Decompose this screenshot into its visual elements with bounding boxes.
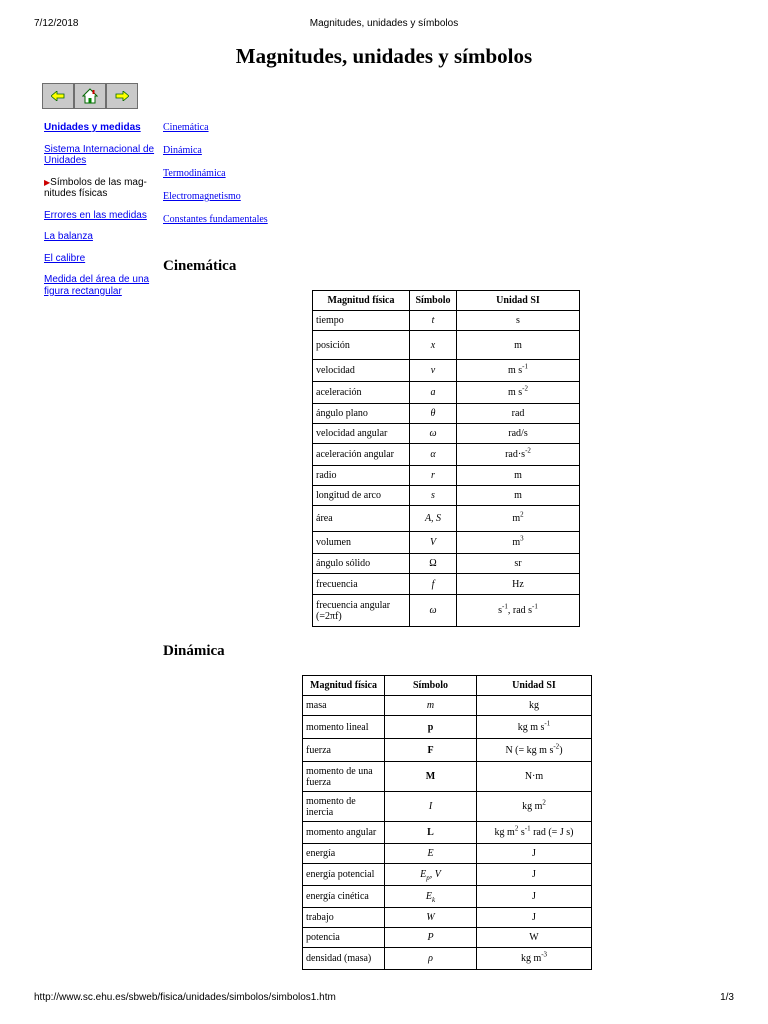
table-row <box>303 696 592 716</box>
symbol-cell: ρ <box>385 948 477 970</box>
symbol-cell: v <box>410 360 457 382</box>
unit-cell: rad <box>457 404 580 424</box>
table-row <box>313 506 580 532</box>
unit-cell: kg $m^2$ $s^{-1}$ rad (= J s) <box>477 822 592 844</box>
symbol-cell: M <box>385 762 477 792</box>
table-row <box>313 532 580 554</box>
table-header-row <box>313 291 580 311</box>
symbol-cell: ω <box>410 424 457 444</box>
toc-link-electromagnetismo[interactable]: Electromagnetismo <box>163 191 241 202</box>
unit-cell: Hz <box>457 574 580 595</box>
table-row <box>313 311 580 331</box>
sidebar-item-simbolos <box>44 177 156 200</box>
unit-cell: $rad\cdot s^{-2}$ <box>457 444 580 466</box>
navigation-buttons <box>42 83 138 109</box>
symbol-cell: f <box>410 574 457 595</box>
sidebar-item-errores[interactable]: Errores en las medidas <box>44 209 147 221</box>
magnitude-cell: volumen <box>313 532 410 554</box>
symbol-cell: t <box>410 311 457 331</box>
symbol-cell: A, S <box>410 506 457 532</box>
magnitude-cell: energía <box>303 844 385 864</box>
table-of-contents <box>163 122 268 237</box>
unit-cell: kg $m^2$ <box>477 792 592 822</box>
magnitude-cell: energía cinética <box>303 886 385 908</box>
unit-cell: J <box>477 908 592 928</box>
forward-arrow-icon <box>115 91 129 101</box>
magnitude-cell: frecuencia <box>313 574 410 595</box>
unit-cell: kg $m^{-3}$ <box>477 948 592 970</box>
table-row <box>303 908 592 928</box>
unit-cell: N·m <box>477 762 592 792</box>
column-header: Unidad SI <box>477 676 592 696</box>
unit-cell: m $s^{-2}$ <box>457 382 580 404</box>
toc-link-constantes[interactable]: Constantes fundamentales <box>163 214 268 225</box>
unit-cell: rad/s <box>457 424 580 444</box>
magnitude-cell: masa <box>303 696 385 716</box>
unit-cell: kg m $s^{-1}$ <box>477 716 592 739</box>
symbol-cell: s <box>410 486 457 506</box>
sidebar-item-sistema-internacional[interactable]: Sistema Internacional de Unidades <box>44 143 155 166</box>
home-button[interactable] <box>74 83 106 109</box>
unit-cell: kg <box>477 696 592 716</box>
magnitude-cell: posición <box>313 331 410 360</box>
table-row <box>313 331 580 360</box>
symbol-cell: a <box>410 382 457 404</box>
unit-cell: m <box>457 486 580 506</box>
symbol-cell: r <box>410 466 457 486</box>
unit-cell: m <box>457 466 580 486</box>
magnitude-cell: radio <box>313 466 410 486</box>
symbol-cell: m <box>385 696 477 716</box>
table-row <box>313 466 580 486</box>
magnitude-cell: energía potencial <box>303 864 385 886</box>
current-page-arrow-icon: ▶ <box>44 177 51 187</box>
unit-cell: $m^2$ <box>457 506 580 532</box>
dinamica-table <box>302 675 592 970</box>
table-header-row <box>303 676 592 696</box>
symbol-cell: F <box>385 739 477 762</box>
unit-cell: J <box>477 844 592 864</box>
magnitude-cell: tiempo <box>313 311 410 331</box>
unit-cell: W <box>477 928 592 948</box>
symbol-cell: E <box>385 844 477 864</box>
print-page-number: 1/3 <box>720 992 734 1003</box>
unit-cell: s <box>457 311 580 331</box>
column-header: Magnitud física <box>313 291 410 311</box>
unit-cell: m $s^{-1}$ <box>457 360 580 382</box>
symbol-cell: $E_k$ <box>385 886 477 908</box>
forward-button[interactable] <box>106 83 138 109</box>
magnitude-cell: ángulo plano <box>313 404 410 424</box>
table-row <box>313 444 580 466</box>
column-header: Unidad SI <box>457 291 580 311</box>
toc-link-termodinamica[interactable]: Termodinámica <box>163 168 226 179</box>
back-button[interactable] <box>42 83 74 109</box>
sidebar-item-label: Símbolos de las mag- nitudes físicas <box>44 176 147 199</box>
home-icon <box>82 88 98 104</box>
column-header: Magnitud física <box>303 676 385 696</box>
magnitude-cell: aceleración <box>313 382 410 404</box>
magnitude-cell: potencia <box>303 928 385 948</box>
unit-cell: sr <box>457 554 580 574</box>
magnitude-cell: fuerza <box>303 739 385 762</box>
toc-link-dinamica[interactable]: Dinámica <box>163 145 202 156</box>
symbol-cell: P <box>385 928 477 948</box>
sidebar-item-balanza[interactable]: La balanza <box>44 231 93 242</box>
table-row <box>303 948 592 970</box>
table-row <box>303 864 592 886</box>
table-row <box>303 716 592 739</box>
symbol-cell: Ω <box>410 554 457 574</box>
symbol-cell: p <box>385 716 477 739</box>
symbol-cell: L <box>385 822 477 844</box>
magnitude-cell: momento de una fuerza <box>303 762 385 792</box>
symbol-cell: I <box>385 792 477 822</box>
sidebar-item-unidades-y-medidas[interactable]: Unidades y medidas <box>44 122 141 133</box>
magnitude-cell: momento angular <box>303 822 385 844</box>
symbol-cell: α <box>410 444 457 466</box>
table-row <box>313 382 580 404</box>
back-arrow-icon <box>51 91 65 101</box>
column-header: Símbolo <box>410 291 457 311</box>
symbol-cell: x <box>410 331 457 360</box>
magnitude-cell: longitud de arco <box>313 486 410 506</box>
magnitude-cell: densidad (masa) <box>303 948 385 970</box>
table-row <box>303 928 592 948</box>
table-row <box>313 424 580 444</box>
magnitude-cell: área <box>313 506 410 532</box>
table-row <box>313 574 580 595</box>
cinematica-table <box>312 290 580 627</box>
magnitude-cell: frecuencia angular (=2πf) <box>313 595 410 627</box>
symbol-cell: θ <box>410 404 457 424</box>
symbol-cell: W <box>385 908 477 928</box>
section-heading-dinamica: Dinámica <box>163 643 225 659</box>
table-row <box>303 822 592 844</box>
table-row <box>313 486 580 506</box>
print-url: http://www.sc.ehu.es/sbweb/fisica/unidades/simbolos/simbolos1.htm <box>34 992 336 1003</box>
table-row <box>303 886 592 908</box>
column-header: Símbolo <box>385 676 477 696</box>
symbol-cell: V <box>410 532 457 554</box>
magnitude-cell: velocidad <box>313 360 410 382</box>
magnitude-cell: momento de inercia <box>303 792 385 822</box>
unit-cell: m <box>457 331 580 360</box>
unit-cell: $m^3$ <box>457 532 580 554</box>
page-title: Magnitudes, unidades y símbolos <box>235 44 533 68</box>
section-heading-cinematica: Cinemática <box>163 258 237 274</box>
unit-cell: J <box>477 886 592 908</box>
sidebar-item-calibre[interactable]: El calibre <box>44 252 86 264</box>
print-footer <box>34 992 734 1006</box>
magnitude-cell: trabajo <box>303 908 385 928</box>
sidebar <box>44 122 156 307</box>
unit-cell: N (= kg m $s^{-2}$) <box>477 739 592 762</box>
table-row <box>303 762 592 792</box>
table-row <box>303 792 592 822</box>
toc-link-cinematica[interactable]: Cinemática <box>163 122 209 133</box>
unit-cell: $s^{-1}$, rad $s^{-1}$ <box>457 595 580 627</box>
unit-cell: J <box>477 864 592 886</box>
table-row <box>313 404 580 424</box>
symbol-cell: $E_p$, V <box>385 864 477 886</box>
sidebar-item-medida-area[interactable]: Medida del área de una figura rectangular <box>44 274 150 297</box>
magnitude-cell: ángulo sólido <box>313 554 410 574</box>
table-row <box>313 554 580 574</box>
magnitude-cell: velocidad angular <box>313 424 410 444</box>
table-row <box>303 739 592 762</box>
print-date: 7/12/2018 <box>34 18 79 29</box>
table-row <box>303 844 592 864</box>
print-header <box>34 18 734 32</box>
magnitude-cell: momento lineal <box>303 716 385 739</box>
symbol-cell: ω <box>410 595 457 627</box>
table-row <box>313 595 580 627</box>
print-title: Magnitudes, unidades y símbolos <box>309 18 459 29</box>
table-row <box>313 360 580 382</box>
magnitude-cell: aceleración angular <box>313 444 410 466</box>
